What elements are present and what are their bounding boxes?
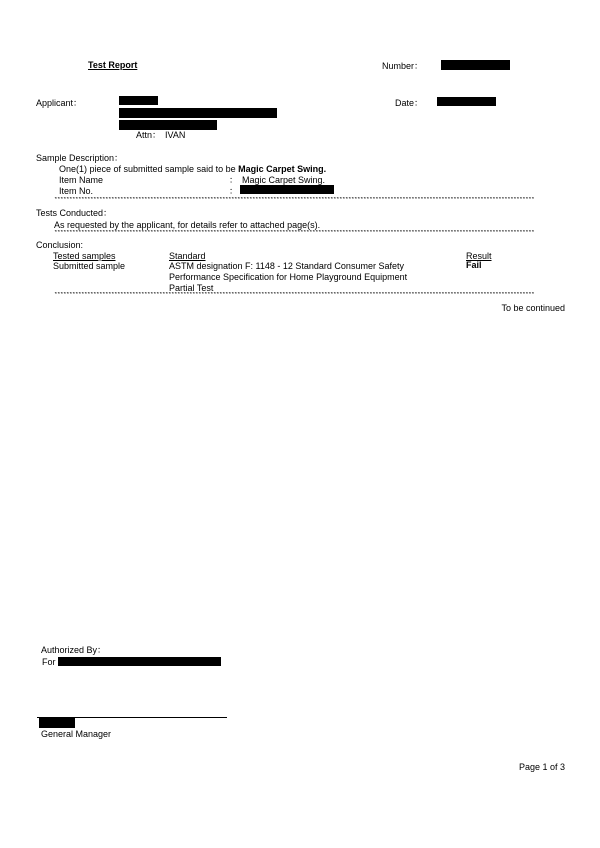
- attn-value: IVAN: [165, 130, 186, 140]
- item-no-colon: ：: [229, 186, 239, 196]
- sample-description-line: [59, 164, 326, 174]
- report-title: Test Report: [88, 60, 138, 70]
- signature-line: [37, 717, 227, 718]
- row-standard-line-3: Partial Test: [169, 283, 214, 293]
- col-standard: Standard: [169, 251, 206, 261]
- sample-line-bold: Magic Carpet Swing.: [238, 164, 327, 174]
- authorized-by-label: Authorized By：: [41, 645, 107, 655]
- item-name-value: Magic Carpet Swing.: [242, 175, 326, 185]
- item-name-colon: ：: [229, 175, 239, 185]
- tests-conducted-text: As requested by the applicant, for details refer to attached page(s).: [54, 220, 321, 230]
- row-result: Fail: [466, 260, 482, 270]
- date-label: Date：: [395, 98, 424, 108]
- redacted-signature: [39, 718, 75, 728]
- sample-description-label: Sample Description：: [36, 153, 124, 163]
- row-tested-sample: Submitted sample: [53, 261, 126, 271]
- attn-label: Attn：: [136, 130, 162, 140]
- redacted-applicant-name: [119, 96, 158, 105]
- separator-1: ****************************************************************************************************************************************************************: [54, 197, 535, 203]
- redacted-applicant-address-2: [119, 120, 217, 130]
- col-tested-samples: Tested samples: [53, 251, 116, 261]
- row-standard-line-1: ASTM designation F: 1148 - 12 Standard Consumer Safety: [169, 261, 404, 271]
- tests-conducted-label: Tests Conducted：: [36, 208, 113, 218]
- redacted-applicant-address-1: [119, 108, 277, 118]
- separator-2: ****************************************************************************************************************************************************************: [54, 230, 535, 236]
- redacted-company: [58, 657, 221, 666]
- item-name-label: Item Name: [59, 175, 104, 185]
- row-standard-line-2: Performance Specification for Home Playground Equipment: [169, 272, 408, 282]
- redacted-item-no: [240, 185, 334, 194]
- separator-3: ****************************************************************************************************************************************************************: [54, 292, 535, 298]
- redacted-number: [441, 60, 510, 70]
- number-label: Number：: [382, 61, 424, 71]
- applicant-label: Applicant：: [36, 98, 83, 108]
- to-be-continued: To be continued: [501, 303, 565, 313]
- page-number: Page 1 of 3: [518, 762, 565, 772]
- general-manager-title: General Manager: [41, 729, 112, 739]
- for-label: For: [42, 657, 56, 667]
- redacted-date: [437, 97, 496, 106]
- sample-line-prefix: One(1) piece of submitted sample said to be: [59, 164, 239, 174]
- item-no-label: Item No.: [59, 186, 94, 196]
- col-result: Result: [466, 251, 492, 261]
- conclusion-label: Conclusion:: [36, 240, 84, 250]
